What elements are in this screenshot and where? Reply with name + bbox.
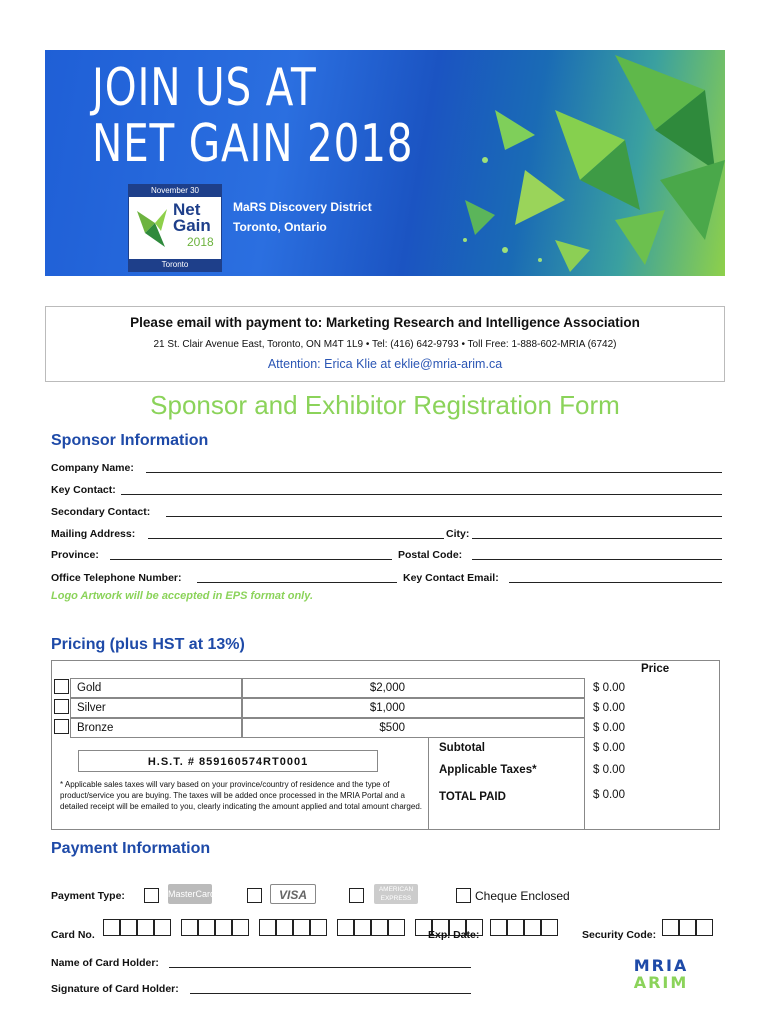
key-contact-label: Key Contact: (51, 484, 116, 496)
secondary-contact-field[interactable] (166, 516, 722, 517)
applicable-taxes-value[interactable]: $ 0.00 (593, 764, 625, 776)
card-number-digit-box[interactable] (337, 919, 354, 936)
mastercard-icon: MasterCard (168, 884, 212, 904)
amex-icon (374, 884, 418, 904)
applicable-taxes-label: Applicable Taxes* (439, 764, 537, 776)
card-number-digit-box[interactable] (198, 919, 215, 936)
expiry-date-digit-box[interactable] (541, 919, 558, 936)
province-field[interactable] (110, 559, 392, 560)
mastercard-checkbox[interactable] (144, 888, 159, 903)
contact-box (45, 306, 725, 382)
card-number-digit-box[interactable] (388, 919, 405, 936)
bird-icon (135, 203, 169, 253)
card-number-digit-box[interactable] (310, 919, 327, 936)
expiry-date-digit-box[interactable] (524, 919, 541, 936)
total-paid-label: TOTAL PAID (439, 791, 506, 803)
mria-logo-bottom: ARIM (633, 973, 689, 990)
card-number-digit-box[interactable] (120, 919, 137, 936)
bronze-label: Bronze (77, 722, 114, 734)
event-banner (45, 50, 725, 276)
sponsor-info-heading: Sponsor Information (51, 432, 209, 449)
office-telephone-label: Office Telephone Number: (51, 572, 182, 584)
banner-headline-1: JOIN US AT (92, 58, 317, 118)
banner-headline-2: NET GAIN 2018 (92, 114, 414, 174)
origami-birds-graphic (405, 50, 725, 276)
security-code-label: Security Code: (582, 929, 657, 941)
mria-arim-logo (607, 956, 715, 990)
card-holder-name-field[interactable] (169, 967, 471, 968)
contact-attention: Attention: Erica Klie at eklie@mria-arim.ca (267, 357, 503, 371)
security-code-digit-box[interactable] (662, 919, 679, 936)
gold-amount: $2,000 (369, 682, 405, 694)
price-column-header: Price (641, 663, 670, 675)
gold-label: Gold (77, 682, 102, 694)
mailing-address-field[interactable] (148, 538, 444, 539)
key-contact-email-label: Key Contact Email: (403, 572, 499, 584)
visa-checkbox[interactable] (247, 888, 262, 903)
logo-artwork-note: Logo Artwork will be accepted in EPS format only. (51, 590, 314, 602)
company-name-label: Company Name: (51, 462, 134, 474)
expiry-date-digit-box[interactable] (490, 919, 507, 936)
silver-amount: $1,000 (369, 702, 405, 714)
amex-line-2: EXPRESS (380, 895, 412, 902)
postal-code-field[interactable] (472, 559, 722, 560)
contact-address: 21 St. Clair Avenue East, Toronto, ON M4T 1L9 • Tel: (416) 642-9793 • Toll Free: 1-888-602-MRIA (6742) (153, 339, 617, 350)
card-number-digit-box[interactable] (137, 919, 154, 936)
cheque-label: Cheque Enclosed (475, 889, 570, 903)
hst-number: H.S.T. # 859160574RT0001 (78, 750, 378, 772)
venue-city: Toronto, Ontario (233, 220, 327, 234)
pricing-heading: Pricing (plus HST at 13%) (51, 636, 245, 653)
card-number-digit-box[interactable] (215, 919, 232, 936)
tax-disclaimer: * Applicable sales taxes will vary based on your province/country of residence and the type of product/service you are buying. The taxes will be added once processed in the MRIA Portal and a detailed receipt will be emailed to you, clearly indicating the amount applied and total amount charged. (60, 780, 422, 811)
bronze-amount: $500 (379, 722, 405, 734)
key-contact-email-field[interactable] (509, 582, 722, 583)
city-label: City: (446, 528, 470, 540)
key-contact-field[interactable] (121, 494, 722, 495)
card-number-digit-box[interactable] (276, 919, 293, 936)
venue-name: MaRS Discovery District (233, 200, 372, 214)
card-number-digit-box[interactable] (259, 919, 276, 936)
mailing-address-label: Mailing Address: (51, 528, 136, 540)
silver-checkbox[interactable] (54, 699, 69, 714)
company-name-field[interactable] (146, 472, 722, 473)
cheque-checkbox[interactable] (456, 888, 471, 903)
card-number-digit-box[interactable] (103, 919, 120, 936)
payment-type-label: Payment Type: (51, 890, 125, 902)
total-paid-value[interactable]: $ 0.00 (593, 789, 625, 801)
card-number-digit-box[interactable] (371, 919, 388, 936)
card-number-label: Card No. (51, 929, 95, 941)
card-number-digit-box[interactable] (154, 919, 171, 936)
security-code-digit-box[interactable] (696, 919, 713, 936)
card-holder-signature-field[interactable] (190, 993, 471, 994)
bronze-checkbox[interactable] (54, 719, 69, 734)
secondary-contact-label: Secondary Contact: (51, 506, 151, 518)
expiry-date-label: Exp. Date: (428, 929, 480, 941)
expiry-date-digit-box[interactable] (507, 919, 524, 936)
subtotal-label: Subtotal (439, 742, 485, 754)
gold-price[interactable]: $ 0.00 (593, 682, 625, 694)
logo-word-net: Net (173, 200, 201, 219)
gold-checkbox[interactable] (54, 679, 69, 694)
logo-city: Toronto (129, 259, 221, 271)
logo-date: November 30 (129, 185, 221, 197)
visa-icon: VISA (270, 884, 316, 904)
postal-code-label: Postal Code: (398, 549, 463, 561)
card-number-digit-box[interactable] (181, 919, 198, 936)
subtotal-value[interactable]: $ 0.00 (593, 742, 625, 754)
form-title: Sponsor and Exhibitor Registration Form (150, 390, 620, 420)
card-holder-signature-label: Signature of Card Holder: (51, 983, 179, 995)
amex-line-1: AMERICAN (378, 886, 414, 893)
mria-logo-top: MRIA (633, 956, 689, 975)
net-gain-logo (128, 184, 222, 272)
security-code-digit-box[interactable] (679, 919, 696, 936)
silver-label: Silver (77, 702, 106, 714)
card-number-digit-box[interactable] (293, 919, 310, 936)
contact-instruction: Please email with payment to: Marketing Research and Intelligence Association (130, 315, 640, 330)
logo-year: 2018 (187, 235, 214, 249)
bronze-price[interactable]: $ 0.00 (593, 722, 625, 734)
totals-box (428, 737, 585, 830)
logo-word-gain: Gain (173, 216, 211, 235)
silver-price[interactable]: $ 0.00 (593, 702, 625, 714)
payment-info-heading: Payment Information (51, 840, 211, 857)
province-label: Province: (51, 549, 99, 561)
office-telephone-field[interactable] (197, 582, 397, 583)
card-number-digit-box[interactable] (354, 919, 371, 936)
card-holder-name-label: Name of Card Holder: (51, 957, 159, 969)
amex-checkbox[interactable] (349, 888, 364, 903)
city-field[interactable] (472, 538, 722, 539)
card-number-digit-box[interactable] (232, 919, 249, 936)
